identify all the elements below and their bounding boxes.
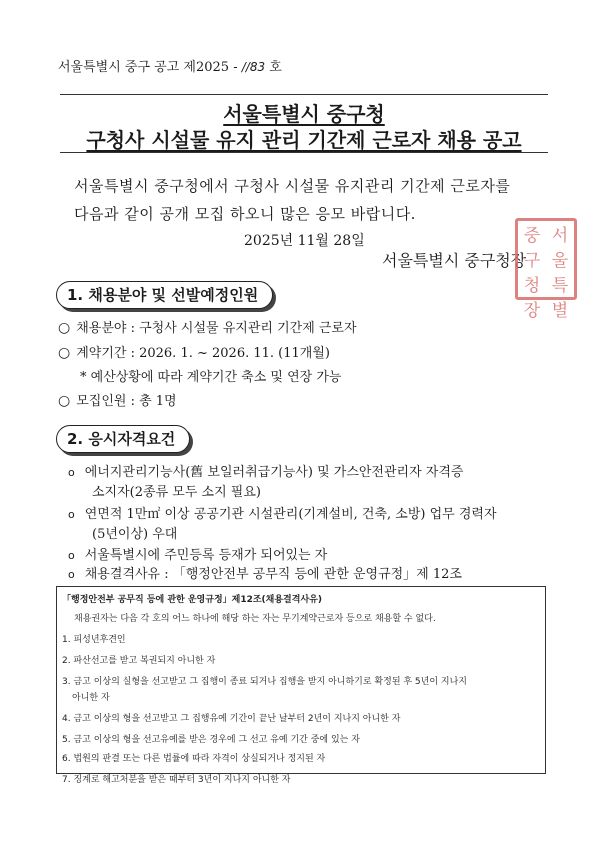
circle-bullet-icon: ○ <box>58 393 71 409</box>
section-1-item: ○ 계약기간 : 2026. 1. ~ 2026. 11. (11개월) <box>58 345 330 361</box>
section-1-item: ○ 모집인원 : 총 1명 <box>58 393 177 409</box>
regulation-item-continued: 아니한 자 <box>72 693 110 703</box>
intro-line-2: 다음과 같이 공개 모집 하오니 많은 응모 바랍니다. <box>74 205 416 223</box>
regulation-box-heading: 「행정안전부 공무직 등에 관한 운영규정」제12조(채용결격사유) <box>62 595 322 605</box>
issuer-name: 서울특별시 중구청장 <box>382 251 527 270</box>
notice-number-prefix: 서울특별시 중구 공고 제2025 - <box>58 60 238 75</box>
regulation-item: 3. 금고 이상의 실형을 선고받고 그 집행이 종료 되거나 집행을 받지 아니하기로 확정된 후 5년이 지나지 <box>62 677 467 687</box>
section-2-item-continued: (5년이상) 우대 <box>92 527 178 542</box>
official-seal-stamp: 중 서 구 울 청 특 장 별 <box>515 218 577 300</box>
title-line-1: 서울특별시 중구청 <box>223 102 385 126</box>
section-2-item: o 서울특별시에 주민등록 등재가 되어있는 자 <box>68 548 328 563</box>
section-2-item: o 채용결격사유 : 「행정안전부 공무직 등에 관한 운영규정」제 12조 <box>68 567 462 582</box>
circle-bullet-icon: o <box>68 508 75 521</box>
circle-bullet-icon: o <box>68 549 75 562</box>
circle-bullet-icon: o <box>68 466 75 479</box>
section-1-item: ○ 채용분야 : 구청사 시설물 유지관리 기간제 근로자 <box>58 320 357 336</box>
regulation-item: 2. 파산선고를 받고 복권되지 아니한 자 <box>62 656 216 666</box>
title-line-2: 구청사 시설물 유지 관리 기간제 근로자 채용 공고 <box>86 128 522 152</box>
title-top-rule <box>60 94 548 95</box>
notice-number-handwritten: //83 <box>241 60 266 74</box>
section-2-item: o 에너지관리기능사(舊 보일러취급기능사) 및 가스안전관리자 자격증 <box>68 465 464 480</box>
section-1-note: * 예산상황에 따라 계약기간 축소 및 연장 가능 <box>80 370 342 385</box>
regulation-item: 5. 금고 이상의 형을 선고유예를 받은 경우에 그 선고 유예 기간 중에 있는 자 <box>62 735 360 745</box>
regulation-box-intro: 채용권자는 다음 각 호의 어느 하나에 해당 하는 자는 무기계약근로자 등으로 채용할 수 없다. <box>74 614 436 624</box>
circle-bullet-icon: ○ <box>58 320 71 336</box>
section-2-item: o 연면적 1만㎡ 이상 공공기관 시설관리(기계설비, 건축, 소방) 업무 경력자 <box>68 507 497 522</box>
section-2-item-continued: 소지자(2종류 모두 소지 필요) <box>92 485 261 500</box>
circle-bullet-icon: o <box>68 568 75 581</box>
section-1-heading: 1. 채용분야 및 선발예정인원 <box>56 281 273 309</box>
regulation-item: 6. 법원의 판결 또는 다른 법률에 따라 자격이 상실되거나 정지된 자 <box>62 754 326 764</box>
regulation-item: 4. 금고 이상의 형을 선고받고 그 집행유예 기간이 끝난 날부터 2년이 지나지 아니한 자 <box>62 714 401 724</box>
notice-date: 2025년 11월 28일 <box>244 233 365 249</box>
regulation-item: 7. 징계로 해고처분을 받은 때부터 3년이 지나지 아니한 자 <box>62 775 291 785</box>
regulation-item: 1. 피성년후견인 <box>62 635 126 645</box>
notice-number-suffix: 호 <box>269 60 282 75</box>
section-2-heading: 2. 응시자격요건 <box>56 425 190 453</box>
notice-number <box>58 56 282 75</box>
intro-line-1: 서울특별시 중구청에서 구청사 시설물 유지관리 기간제 근로자를 <box>74 177 511 195</box>
circle-bullet-icon: ○ <box>58 345 71 361</box>
title-bottom-rule <box>60 152 548 153</box>
